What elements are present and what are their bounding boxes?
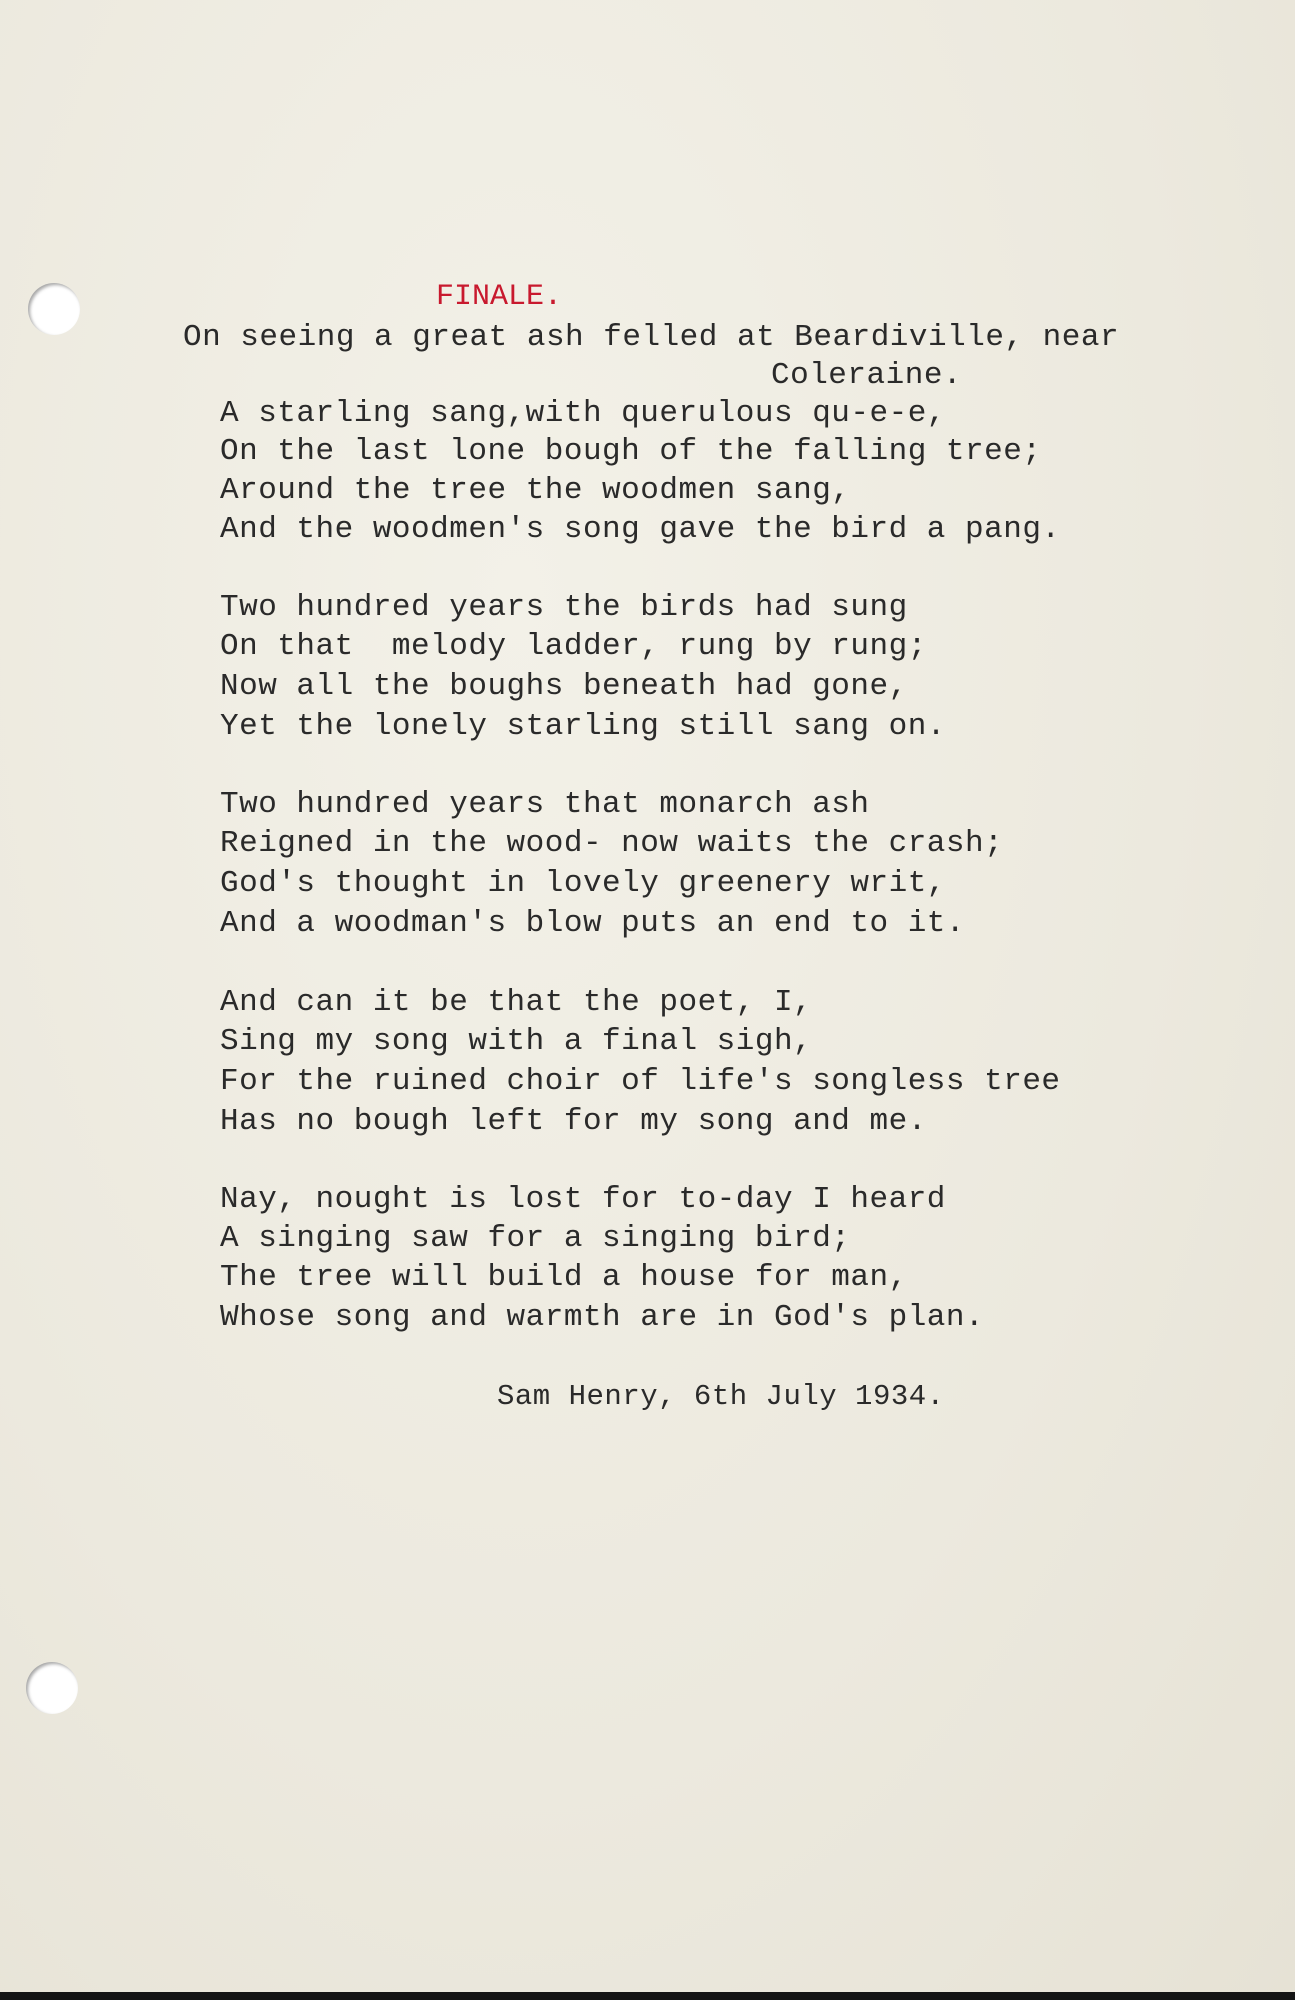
- poem-line: A singing saw for a singing bird;: [220, 1221, 851, 1256]
- punch-hole-bottom: [26, 1662, 78, 1714]
- poem-line: Now all the boughs beneath had gone,: [220, 669, 908, 704]
- poem-line: Two hundred years the birds had sung: [220, 590, 908, 625]
- poem-line: Has no bough left for my song and me.: [220, 1104, 927, 1139]
- scan-border: [0, 1992, 1295, 2000]
- poem-line: God's thought in lovely greenery writ,: [220, 866, 946, 901]
- poem-line: And can it be that the poet, I,: [220, 985, 813, 1020]
- poem-line: Sing my song with a final sigh,: [220, 1024, 813, 1059]
- signature: Sam Henry, 6th July 1934.: [497, 1380, 945, 1413]
- poem-line: Whose song and warmth are in God's plan.: [220, 1300, 985, 1335]
- poem-line: Nay, nought is lost for to-day I heard: [220, 1182, 946, 1217]
- poem-line: Around the tree the woodmen sang,: [220, 473, 851, 508]
- poem-line: Two hundred years that monarch ash: [220, 787, 870, 822]
- punch-hole-top: [28, 283, 80, 335]
- poem-line: A starling sang,with querulous qu-e-e,: [220, 396, 946, 431]
- poem-line: And the woodmen's song gave the bird a pang.: [220, 512, 1061, 547]
- poem-line: The tree will build a house for man,: [220, 1260, 908, 1295]
- poem-subtitle-line-2: Coleraine.: [771, 358, 963, 393]
- poem-line: Yet the lonely starling still sang on.: [220, 709, 946, 744]
- poem-line: On the last lone bough of the falling tree;: [220, 434, 1042, 469]
- poem-line: For the ruined choir of life's songless tree: [220, 1064, 1061, 1099]
- poem-line: Reigned in the wood- now waits the crash;: [220, 826, 1004, 861]
- poem-line: On that melody ladder, rung by rung;: [220, 629, 927, 664]
- poem-line: And a woodman's blow puts an end to it.: [220, 906, 966, 941]
- poem-subtitle-line-1: On seeing a great ash felled at Beardiville, near: [183, 320, 1120, 355]
- poem-title: FINALE.: [436, 280, 563, 314]
